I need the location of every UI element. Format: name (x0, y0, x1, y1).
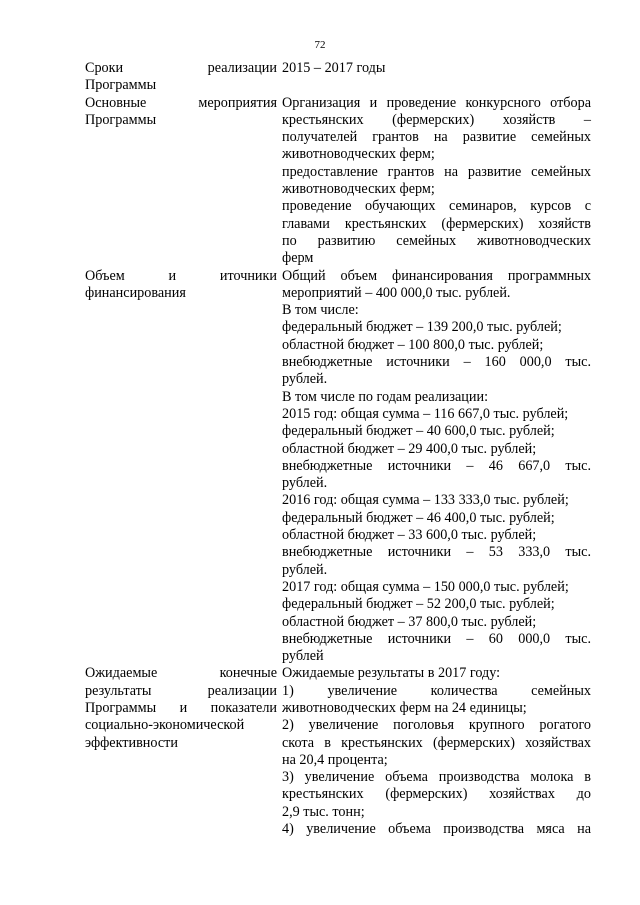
value-line: 2,9 тыс. тонн; (282, 803, 365, 820)
value-line: животноводческих ферм; (282, 181, 435, 198)
value-line: федеральный бюджет – 40 600,0 тыс. рублей; (282, 423, 555, 440)
value-line: рублей. (282, 475, 328, 492)
value-line: крестьянских (фермерских) хозяйствах до (282, 786, 591, 803)
value-line: предоставление грантов на развитие семейных (282, 163, 591, 180)
label-line: Ожидаемые конечные (85, 665, 277, 682)
label-line: Сроки реализации (85, 60, 277, 76)
row-label (85, 95, 282, 268)
value-line: 2) увеличение поголовья крупного рогатого (282, 717, 591, 734)
label-line: финансирования (85, 284, 186, 301)
value-line: 3) увеличение объема производства молока в (282, 769, 591, 786)
label-line: Программы и показатели (85, 699, 277, 716)
row-label (85, 268, 282, 666)
row-value (282, 95, 591, 268)
value-line: рублей (282, 648, 324, 665)
value-line: внебюджетные источники – 53 333,0 тыс. (282, 544, 591, 561)
value-line: 2015 год: общая сумма – 116 667,0 тыс. рублей; (282, 405, 569, 422)
value-line: получателей грантов на развитие семейных (282, 129, 591, 146)
value-line: федеральный бюджет – 52 200,0 тыс. рублей; (282, 596, 555, 613)
label-line: эффективности (85, 734, 178, 751)
value-line: на 20,4 процента; (282, 751, 388, 768)
value-line: скота в крестьянских (фермерских) хозяйствах (282, 734, 591, 751)
value-line: В том числе по годам реализации: (282, 388, 489, 405)
value-line: крестьянских (фермерских) хозяйств – (282, 111, 591, 128)
table-row (85, 95, 591, 268)
program-passport-table (85, 60, 591, 838)
value-line: В том числе: (282, 302, 359, 319)
label-line: Программы (85, 111, 157, 128)
table-row (85, 268, 591, 666)
value-line: по развитию семейных животноводческих (282, 232, 591, 249)
value-line: областной бюджет – 29 400,0 тыс. рублей; (282, 440, 537, 457)
value-line: 2015 – 2017 годы (282, 60, 386, 76)
table-row (85, 665, 591, 838)
value-line: рублей. (282, 561, 328, 578)
label-line: результаты реализации (85, 682, 277, 699)
label-line: Объем и иточники (85, 267, 277, 284)
row-value (282, 60, 591, 95)
value-line: 2017 год: общая сумма – 150 000,0 тыс. рублей; (282, 578, 569, 595)
value-line: внебюджетные источники – 46 667,0 тыс. (282, 457, 591, 474)
page-number: 72 (314, 39, 326, 51)
value-line: 4) увеличение объема производства мяса на (282, 821, 591, 838)
row-label (85, 60, 282, 95)
value-line: Организация и проведение конкурсного отбора (282, 94, 591, 111)
value-line: областной бюджет – 33 600,0 тыс. рублей; (282, 527, 537, 544)
table-row (85, 60, 591, 95)
value-line: Ожидаемые результаты в 2017 году: (282, 665, 501, 682)
value-line: федеральный бюджет – 46 400,0 тыс. рублей; (282, 509, 555, 526)
value-line: федеральный бюджет – 139 200,0 тыс. рублей; (282, 319, 562, 336)
label-line: социально-экономической (85, 717, 245, 734)
row-label (85, 665, 282, 838)
value-line: рублей. (282, 371, 328, 388)
value-line: областной бюджет – 37 800,0 тыс. рублей; (282, 613, 537, 630)
value-line: животноводческих ферм на 24 единицы; (282, 699, 527, 716)
value-line: областной бюджет – 100 800,0 тыс. рублей; (282, 336, 544, 353)
value-line: Общий объем финансирования программных (282, 267, 591, 284)
value-line: мероприятий – 400 000,0 тыс. рублей. (282, 284, 511, 301)
value-line: главами крестьянских (фермерских) хозяйств (282, 215, 591, 232)
value-line: ферм (282, 250, 314, 267)
value-line: внебюджетные источники – 160 000,0 тыс. (282, 354, 591, 371)
label-line: Программы (85, 77, 157, 94)
value-line: животноводческих ферм; (282, 146, 435, 163)
row-value (282, 665, 591, 838)
value-line: внебюджетные источники – 60 000,0 тыс. (282, 630, 591, 647)
value-line: 2016 год: общая сумма – 133 333,0 тыс. рублей; (282, 492, 569, 509)
value-line: проведение обучающих семинаров, курсов с (282, 198, 591, 215)
row-value (282, 268, 591, 666)
label-line: Основные мероприятия (85, 94, 277, 111)
value-line: 1) увеличение количества семейных (282, 682, 591, 699)
